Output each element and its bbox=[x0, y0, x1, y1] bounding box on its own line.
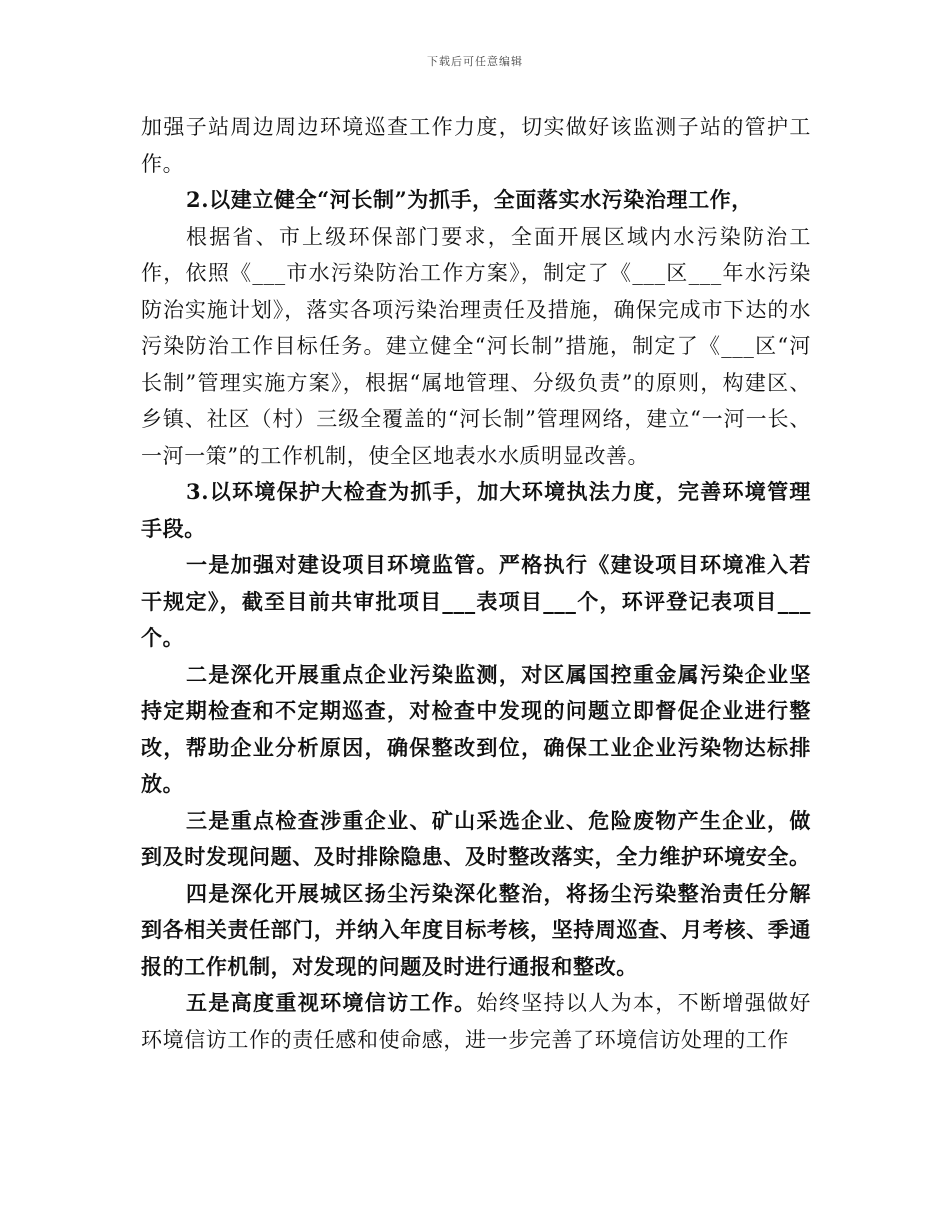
paragraph-9 bbox=[141, 985, 811, 1058]
paragraph-8-text: 四是深化开展城区扬尘污染深化整治，将扬尘污染整治责任分解到各相关责任部门，并纳入年度目标考核，坚持周巡查、月考核、季通报的工作机制，对发现的问题及时进行通报和整改。 bbox=[141, 880, 811, 979]
paragraph-7-text: 三是重点检查涉重企业、矿山采选企业、危险废物产生企业，做到及时发现问题、及时排除隐患、及时整改落实，全力维护环境安全。 bbox=[141, 807, 811, 869]
paragraph-9-text: 始终坚持以人为本，不断增强做好环境信访工作的责任感和使命感，进一步完善了环境信访处理的工作 bbox=[141, 991, 811, 1052]
paragraph-3-text: 根据省、市上级环保部门要求，全面开展区域内水污染防治工作，依照《___市水污染防治工作方案》，制定了《___区___年水污染防治实施计划》，落实各项污染治理责任及措施，确保完成市下达的水污染防治工作目标任务。建立健全“河长制”措施，制定了《___区“河长制”管理实施方案》，根据“属地管理、分级负责”的原则，构建区、乡镇、社区（村）三级全覆盖的“河长制”管理网络，建立“一河一长、一河一策”的工作机制，使全区地表水水质明显改善。 bbox=[141, 224, 811, 468]
paragraph-7 bbox=[141, 803, 811, 876]
paragraph-9-lead: 五是高度重视环境信访工作。 bbox=[186, 990, 477, 1015]
paragraph-5 bbox=[141, 547, 811, 657]
paragraph-4-heading bbox=[141, 474, 811, 547]
paragraph-2-heading bbox=[141, 182, 811, 219]
paragraph-2-text: 2.以建立健全“河长制”为抓手，全面落实水污染治理工作， bbox=[186, 187, 753, 212]
paragraph-3 bbox=[141, 219, 811, 475]
paragraph-1 bbox=[141, 109, 811, 182]
paragraph-8 bbox=[141, 876, 811, 986]
paragraph-6 bbox=[141, 657, 811, 803]
paragraph-5-text: 一是加强对建设项目环境监管。严格执行《建设项目环境准入若干规定》，截至目前共审批项目___表项目___个，环评登记表项目___个。 bbox=[141, 552, 811, 650]
page-header: 下载后可任意编辑 bbox=[427, 55, 523, 68]
paragraph-4-text: 3.以环境保护大检查为抓手，加大环境执法力度，完善环境管理手段。 bbox=[141, 479, 811, 541]
paragraph-1-text: 加强子站周边周边环境巡查工作力度，切实做好该监测子站的管护工作。 bbox=[141, 115, 811, 176]
document-body bbox=[141, 109, 811, 1058]
paragraph-6-text: 二是深化开展重点企业污染监测，对区属国控重金属污染企业坚持定期检查和不定期巡查，对检查中发现的问题立即督促企业进行整改，帮助企业分析原因，确保整改到位，确保工业企业污染物达标排放。 bbox=[141, 661, 811, 796]
